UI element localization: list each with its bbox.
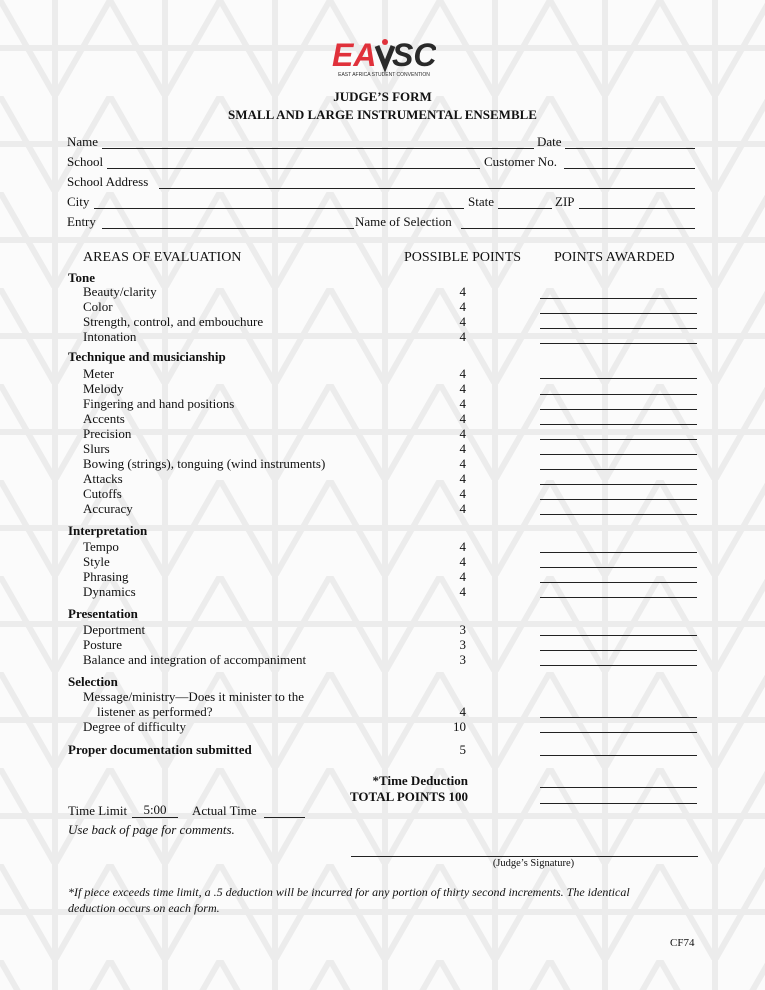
points-awarded-field[interactable] <box>540 313 697 314</box>
criterion-label: Deportment <box>83 622 146 637</box>
entry-field[interactable] <box>102 228 354 229</box>
footnote-line-1: *If piece exceeds time limit, a .5 deduction will be incurred for any portion of thirty second increments. The identical <box>68 885 630 899</box>
possible-points: 4 <box>459 471 466 486</box>
state-label: State <box>468 194 494 209</box>
criterion-label: Accents <box>83 411 125 426</box>
criterion-label: Accuracy <box>83 501 133 516</box>
possible-points: 4 <box>459 569 466 584</box>
possible-points: 4 <box>459 381 466 396</box>
possible-points: 5 <box>459 742 466 757</box>
criterion-label: Slurs <box>83 441 110 456</box>
criterion-label: Attacks <box>83 471 123 486</box>
points-awarded-field[interactable] <box>540 298 697 299</box>
possible-points: 4 <box>459 329 466 344</box>
form-title: JUDGE’S FORM <box>333 89 432 104</box>
date-field[interactable] <box>565 148 695 149</box>
entry-label: Entry <box>67 214 96 229</box>
possible-points: 4 <box>459 704 466 719</box>
possible-points: 4 <box>459 314 466 329</box>
points-awarded-field[interactable] <box>540 650 697 651</box>
name-field[interactable] <box>102 148 534 149</box>
customer-no-label: Customer No. <box>484 154 557 169</box>
customer-no-field[interactable] <box>564 168 695 169</box>
total-points-label: TOTAL POINTS 100 <box>350 789 468 804</box>
points-awarded-field[interactable] <box>540 409 697 410</box>
category-tone: Tone <box>68 270 95 285</box>
judge-signature-label: (Judge’s Signature) <box>492 858 575 869</box>
city-label: City <box>67 194 90 209</box>
time-deduction-field[interactable] <box>540 787 697 788</box>
city-field[interactable] <box>94 208 464 209</box>
points-awarded-field[interactable] <box>540 343 697 344</box>
criterion-label: Melody <box>83 381 124 396</box>
total-points-field[interactable] <box>540 803 697 804</box>
possible-points: 4 <box>459 426 466 441</box>
criterion-label: Degree of difficulty <box>83 719 186 734</box>
possible-points: 4 <box>459 441 466 456</box>
points-awarded-field[interactable] <box>540 665 697 666</box>
time-deduction-label: *Time Deduction <box>372 773 468 788</box>
criterion-label: Posture <box>83 637 122 652</box>
actual-time-field[interactable] <box>264 817 305 818</box>
zip-field[interactable] <box>579 208 695 209</box>
points-awarded-field[interactable] <box>540 424 697 425</box>
criterion-label: Balance and integration of accompaniment <box>83 652 307 667</box>
category-presentation: Presentation <box>68 606 138 621</box>
judge-signature-field[interactable] <box>351 856 698 857</box>
possible-points: 10 <box>453 719 466 734</box>
time-limit-label: Time Limit <box>68 803 128 818</box>
category-selection: Selection <box>68 674 118 689</box>
possible-points: 4 <box>459 456 466 471</box>
criterion-label: Meter <box>83 366 115 381</box>
date-label: Date <box>537 134 562 149</box>
points-awarded-field[interactable] <box>540 394 697 395</box>
criterion-label-cont: listener as performed? <box>97 704 213 719</box>
logo-ea: EA <box>332 37 377 73</box>
criterion-label: Fingering and hand positions <box>83 396 235 411</box>
points-awarded-field[interactable] <box>540 732 697 733</box>
possible-points: 4 <box>459 284 466 299</box>
criterion-label: Strength, control, and embouchure <box>83 314 264 329</box>
possible-points: 3 <box>459 622 466 637</box>
points-awarded-field[interactable] <box>540 378 697 379</box>
comments-note: Use back of page for comments. <box>68 822 235 837</box>
state-field[interactable] <box>498 208 552 209</box>
name-label: Name <box>67 134 99 149</box>
criterion-label: Message/ministry—Does it minister to the <box>83 689 304 704</box>
possible-points: 4 <box>459 366 466 381</box>
points-awarded-field[interactable] <box>540 755 697 756</box>
logo-sc: SC <box>392 37 436 73</box>
category-documentation: Proper documentation submitted <box>68 742 252 757</box>
possible-points: 4 <box>459 486 466 501</box>
criterion-label: Beauty/clarity <box>83 284 157 299</box>
possible-header: POSSIBLE POINTS <box>404 250 522 265</box>
form-subtitle: SMALL AND LARGE INSTRUMENTAL ENSEMBLE <box>228 107 537 122</box>
school-address-label: School Address <box>67 174 149 189</box>
criterion-label: Dynamics <box>83 584 136 599</box>
possible-points: 4 <box>459 411 466 426</box>
points-awarded-field[interactable] <box>540 439 697 440</box>
name-of-selection-field[interactable] <box>461 228 695 229</box>
points-awarded-field[interactable] <box>540 469 697 470</box>
name-of-selection-label: Name of Selection <box>355 214 452 229</box>
possible-points: 3 <box>459 637 466 652</box>
points-awarded-field[interactable] <box>540 635 697 636</box>
form-code: CF74 <box>670 937 695 949</box>
criterion-label: Color <box>83 299 113 314</box>
criterion-label: Style <box>83 554 110 569</box>
criterion-label: Intonation <box>83 329 137 344</box>
criterion-label: Cutoffs <box>83 486 122 501</box>
points-awarded-field[interactable] <box>540 514 697 515</box>
school-address-field[interactable] <box>159 188 695 189</box>
points-awarded-field[interactable] <box>540 484 697 485</box>
points-awarded-field[interactable] <box>540 567 697 568</box>
school-field[interactable] <box>107 168 480 169</box>
points-awarded-field[interactable] <box>540 582 697 583</box>
category-interpretation: Interpretation <box>68 523 148 538</box>
points-awarded-field[interactable] <box>540 552 697 553</box>
category-technique: Technique and musicianship <box>68 349 226 364</box>
criterion-label: Phrasing <box>83 569 129 584</box>
awarded-header: POINTS AWARDED <box>554 250 675 265</box>
time-limit-value: 5:00 <box>132 803 178 818</box>
possible-points: 4 <box>459 554 466 569</box>
possible-points: 4 <box>459 501 466 516</box>
eascs-logo <box>332 36 436 80</box>
criterion-label: Precision <box>83 426 132 441</box>
criterion-label: Bowing (strings), tonguing (wind instruments) <box>83 456 326 471</box>
criterion-label: Tempo <box>83 539 119 554</box>
possible-points: 4 <box>459 396 466 411</box>
points-awarded-field[interactable] <box>540 597 697 598</box>
possible-points: 4 <box>459 584 466 599</box>
points-awarded-field[interactable] <box>540 328 697 329</box>
logo-tagline: EAST AFRICA STUDENT CONVENTION <box>338 72 430 78</box>
areas-header: AREAS OF EVALUATION <box>83 250 242 265</box>
points-awarded-field[interactable] <box>540 499 697 500</box>
possible-points: 3 <box>459 652 466 667</box>
possible-points: 4 <box>459 539 466 554</box>
school-label: School <box>67 154 104 169</box>
footnote-line-2: deduction occurs on each form. <box>68 901 220 915</box>
points-awarded-field[interactable] <box>540 717 697 718</box>
points-awarded-field[interactable] <box>540 454 697 455</box>
actual-time-label: Actual Time <box>192 803 257 818</box>
zip-label: ZIP <box>555 194 575 209</box>
possible-points: 4 <box>459 299 466 314</box>
